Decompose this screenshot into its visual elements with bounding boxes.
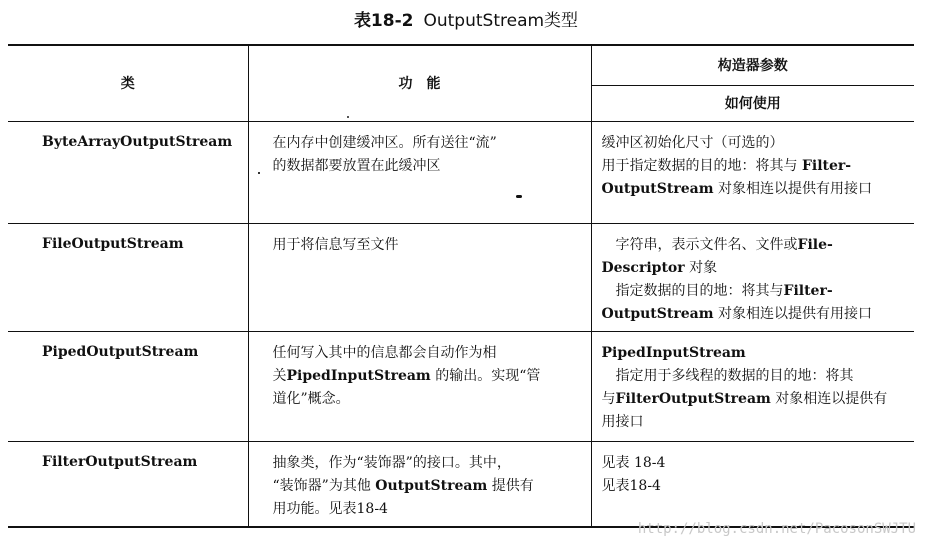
header-function: 功 能 — [248, 45, 591, 121]
usage-line — [602, 452, 905, 475]
usage-line — [602, 388, 905, 411]
function-line: 在内存中创建缓冲区。所有送往“流” — [272, 134, 497, 151]
function-line: 的数据都要放置在此缓冲区 — [272, 157, 441, 174]
bold-text: OutputStream — [601, 180, 714, 197]
text: 提供有 — [487, 477, 534, 494]
output-stream-table — [8, 44, 914, 528]
bold-text: PipedInputStream — [286, 367, 431, 384]
table-row — [8, 331, 914, 441]
header-usage: 如何使用 — [591, 85, 914, 121]
function-line — [273, 342, 579, 365]
caption-title: OutputStream类型 — [423, 11, 579, 31]
bold-text: OutputStream — [375, 477, 488, 494]
class-name-cell: FileOutputStream — [8, 223, 248, 331]
function-cell — [248, 331, 591, 441]
text: 对象相连以提供有用接口 — [713, 180, 872, 197]
function-cell — [248, 223, 591, 331]
usage-line — [602, 411, 905, 434]
text: 见表18-4 — [601, 477, 661, 494]
header-params: 构造器参数 — [591, 45, 914, 85]
function-line — [273, 452, 579, 475]
usage-line — [602, 342, 905, 365]
usage-line — [602, 155, 905, 178]
class-name-cell: PipedOutputStream — [8, 331, 248, 441]
text: 缓冲区初始化尺寸（可选的） — [601, 134, 784, 151]
text: “装饰器”为其他 — [272, 477, 376, 494]
usage-line — [602, 234, 905, 257]
usage-line — [602, 280, 905, 303]
bold-text: Filter- — [783, 282, 833, 299]
ink-speck — [347, 116, 349, 118]
function-cell — [248, 121, 591, 223]
usage-line — [602, 178, 905, 201]
text: 指定数据的目的地：将其与 — [615, 282, 784, 299]
usage-line — [602, 257, 905, 280]
table-row — [8, 223, 914, 331]
class-name-cell: FilterOutputStream — [8, 441, 248, 527]
usage-line — [602, 475, 905, 498]
usage-cell — [591, 223, 914, 331]
function-line — [273, 498, 579, 521]
text: 对象相连以提供有 — [770, 390, 888, 407]
usage-line — [602, 132, 905, 155]
usage-cell — [591, 441, 914, 527]
caption-number: 表18-2 — [353, 11, 414, 31]
text: 任何写入其中的信息都会自动作为相 — [272, 344, 497, 361]
text: 抽象类，作为“装饰器”的接口。其中， — [272, 454, 511, 471]
text: 指定用于多线程的数据的目的地：将其 — [615, 367, 854, 384]
text: 对象 — [684, 259, 718, 276]
function-line — [273, 475, 579, 498]
text: 见表 18-4 — [601, 454, 666, 471]
bold-text: Filter- — [801, 157, 852, 174]
usage-line — [602, 365, 905, 388]
header-class: 类 — [8, 45, 248, 121]
ink-speck — [258, 172, 260, 174]
function-cell — [248, 441, 591, 527]
text: 对象相连以提供有用接口 — [713, 305, 872, 322]
text: 与 — [601, 390, 616, 407]
table-row — [8, 441, 914, 527]
usage-cell — [591, 121, 914, 223]
bold-text: File- — [797, 236, 833, 253]
table-row — [8, 121, 914, 223]
text: 用功能。见表18-4 — [272, 500, 388, 517]
function-line — [273, 365, 579, 388]
watermark-text: http://blog.csdn.net/PacosonSWJTU — [637, 521, 916, 537]
text: 关 — [272, 367, 287, 384]
table-caption — [0, 6, 932, 31]
text: 的输出。实现“管 — [430, 367, 541, 384]
usage-cell — [591, 331, 914, 441]
usage-line — [602, 303, 905, 326]
text: 用接口 — [601, 413, 644, 430]
bold-text: FilterOutputStream — [615, 390, 771, 407]
class-name-cell: ByteArrayOutputStream — [8, 121, 248, 223]
text: 字符串，表示文件名、文件或 — [615, 236, 798, 253]
function-line: 用于将信息写至文件 — [272, 236, 399, 253]
ink-dot — [516, 195, 522, 198]
table-body — [8, 121, 914, 527]
bold-text: PipedInputStream — [601, 344, 746, 361]
function-line — [273, 388, 579, 411]
text: 道化”概念。 — [272, 390, 350, 407]
text: 用于指定数据的目的地：将其与 — [601, 157, 802, 174]
bold-text: Descriptor — [601, 259, 685, 276]
bold-text: OutputStream — [601, 305, 714, 322]
